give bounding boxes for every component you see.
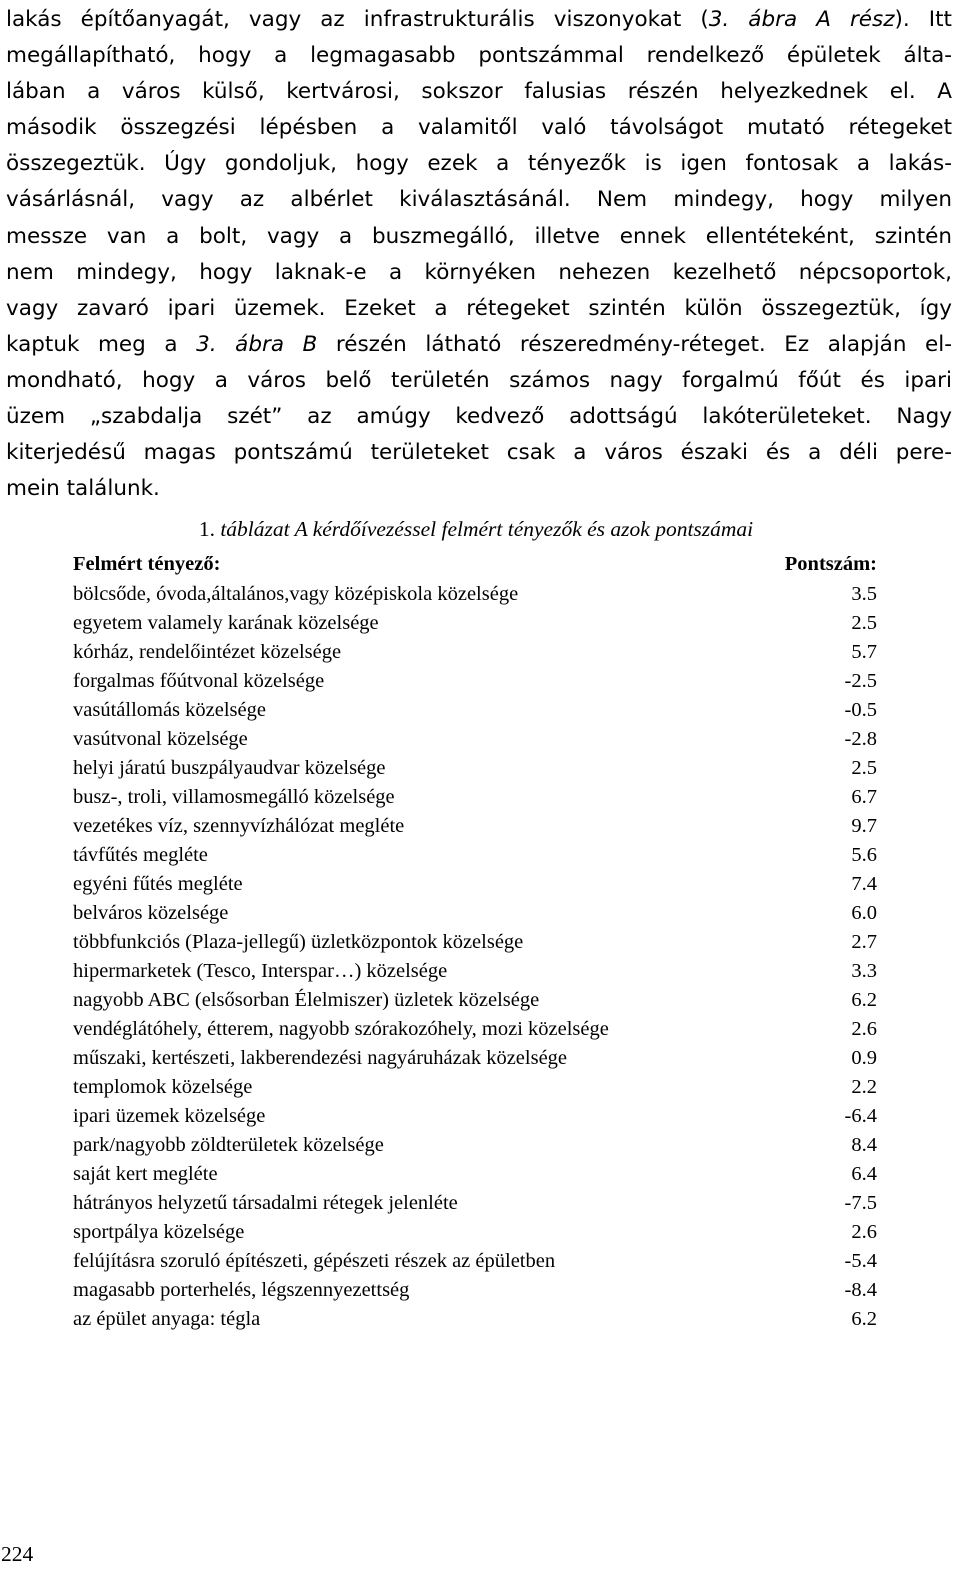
factor-cell: egyéni fűtés megléte [73, 873, 243, 895]
factor-score-table [73, 548, 877, 1334]
table-row [73, 899, 877, 928]
table-row [73, 841, 877, 870]
table-row [73, 1073, 877, 1102]
table-row [73, 928, 877, 957]
factor-cell: sportpálya közelsége [73, 1221, 245, 1243]
paragraph-line [6, 219, 952, 255]
paragraph-line [6, 255, 952, 291]
table-row [73, 1218, 877, 1247]
paragraph-line-text: nem mindegy, hogy laknak-e a környéken nehezen kezelhető népcsoportok, [6, 259, 952, 285]
paragraph-line-text: mondható, hogy a város belő területén számos nagy forgalmú főút és ipari [6, 367, 952, 393]
table-row [73, 638, 877, 667]
score-cell: 2.6 [851, 1018, 877, 1040]
paragraph-line [6, 291, 952, 327]
factor-cell: forgalmas főútvonal közelsége [73, 670, 325, 692]
paragraph-line-text: üzem „szabdalja szét” az amúgy kedvező adottságú lakóterületeket. Nagy [6, 404, 952, 430]
factor-cell: kórház, rendelőintézet közelsége [73, 641, 342, 663]
score-cell: 2.6 [851, 1221, 877, 1243]
score-cell: -6.4 [844, 1105, 877, 1127]
paragraph-line [6, 363, 952, 399]
table-row [73, 870, 877, 899]
paragraph-line [6, 146, 952, 182]
score-cell: -2.5 [844, 670, 877, 692]
table-row [73, 696, 877, 725]
score-cell: 9.7 [851, 815, 877, 837]
score-cell: 6.7 [851, 786, 877, 808]
table-row [73, 754, 877, 783]
score-cell: 5.7 [851, 641, 877, 663]
table-row [73, 1044, 877, 1073]
paragraph-line-text: mein találunk. [6, 476, 160, 502]
score-cell: 3.5 [851, 583, 877, 605]
paragraph-figure-reference: 3. ábra A rész [708, 7, 895, 32]
score-cell: 3.3 [851, 960, 877, 982]
paragraph-line [6, 2, 952, 38]
paragraph-line [6, 327, 952, 363]
factor-cell: vezetékes víz, szennyvízhálózat megléte [73, 815, 405, 837]
factor-cell: templomok közelsége [73, 1076, 253, 1098]
paragraph-line-text: második összegzési lépésben a valamitől való távolságot mutató rétegeket [6, 115, 952, 141]
paragraph-line [6, 38, 952, 74]
factor-cell: park/nagyobb zöldterületek közelsége [73, 1134, 384, 1156]
table-row [73, 783, 877, 812]
score-cell: 7.4 [851, 873, 877, 895]
table-row [73, 1160, 877, 1189]
paragraph-line [6, 435, 952, 471]
table-caption-number: 1. [198, 517, 215, 541]
factor-cell: bölcsőde, óvoda,általános,vagy középiskola közelsége [73, 583, 519, 605]
factor-cell: egyetem valamely karának közelsége [73, 612, 379, 634]
score-cell: -2.8 [844, 728, 877, 750]
paragraph-line-text: lakás építőanyagát, vagy az infrastrukturális viszonyokat ( [6, 7, 709, 32]
factor-cell: többfunkciós (Plaza-jellegű) üzletközpontok közelsége [73, 931, 524, 953]
score-cell: -0.5 [844, 699, 877, 721]
table-row [73, 1276, 877, 1305]
score-cell: 6.2 [851, 1308, 877, 1330]
table-caption [120, 516, 832, 542]
table-caption-text: táblázat A kérdőívezéssel felmért tényezők és azok pontszámai [220, 517, 754, 541]
table-row [73, 1102, 877, 1131]
paragraph-line-text: kaptuk meg a [6, 331, 197, 357]
paragraph-line-text: megállapítható, hogy a legmagasabb pontszámmal rendelkező épületek álta- [6, 43, 952, 69]
factor-cell: saját kert megléte [73, 1163, 218, 1185]
table-row [73, 667, 877, 696]
paragraph-line-text: vásárlásnál, vagy az albérlet kiválasztásánál. Nem mindegy, hogy milyen [6, 187, 952, 213]
paragraph-line [6, 182, 952, 218]
factor-cell: hipermarketek (Tesco, Interspar…) közelsége [73, 960, 448, 982]
score-cell: 2.5 [851, 757, 877, 779]
factor-cell: belváros közelsége [73, 902, 229, 924]
factor-cell: helyi járatú buszpályaudvar közelsége [73, 757, 386, 779]
table-header-row [73, 548, 877, 580]
factor-cell: vasútvonal közelsége [73, 728, 248, 750]
table-row [73, 609, 877, 638]
factor-cell: felújításra szoruló építészeti, gépészeti részek az épületben [73, 1250, 556, 1272]
table-row [73, 1189, 877, 1218]
table-row [73, 1247, 877, 1276]
paragraph-line [6, 471, 952, 507]
score-cell: -8.4 [844, 1279, 877, 1301]
paragraph-line-text: vagy zavaró ipari üzemek. Ezeket a rétegeket szintén külön összegeztük, így [6, 295, 952, 321]
score-cell: -5.4 [844, 1250, 877, 1272]
score-cell: -7.5 [844, 1192, 877, 1214]
paragraph-line [6, 399, 952, 435]
factor-cell: az épület anyaga: tégla [73, 1308, 261, 1330]
paragraph-figure-reference: 3. ábra B [196, 331, 318, 357]
paragraph-line [6, 74, 952, 110]
paragraph-line-text: ). Itt [894, 7, 952, 32]
score-cell: 2.2 [851, 1076, 877, 1098]
factor-cell: ipari üzemek közelsége [73, 1105, 266, 1127]
table-row [73, 1131, 877, 1160]
factor-cell: hátrányos helyzetű társadalmi rétegek jelenléte [73, 1192, 458, 1214]
score-cell: 6.0 [851, 902, 877, 924]
factor-cell: vasútállomás közelsége [73, 699, 266, 721]
paragraph-line-text: összegeztük. Úgy gondoljuk, hogy ezek a tényezők is igen fontosak a lakás- [6, 151, 952, 177]
table-row [73, 725, 877, 754]
page-number: 224 [1, 1542, 34, 1566]
paragraph-line-text: kiterjedésű magas pontszámú területeket csak a város északi és a déli pere- [6, 440, 952, 466]
table-row [73, 986, 877, 1015]
factor-cell: magasabb porterhelés, légszennyezettség [73, 1279, 410, 1301]
header-score: Pontszám: [784, 553, 877, 575]
score-cell: 0.9 [851, 1047, 877, 1069]
factor-cell: busz-, troli, villamosmegálló közelsége [73, 786, 395, 808]
table-row [73, 1015, 877, 1044]
score-cell: 5.6 [851, 844, 877, 866]
score-cell: 6.4 [851, 1163, 877, 1185]
factor-cell: műszaki, kertészeti, lakberendezési nagyáruházak közelsége [73, 1047, 568, 1069]
body-paragraph [6, 2, 952, 507]
factor-cell: vendéglátóhely, étterem, nagyobb szórakozóhely, mozi közelsége [73, 1018, 609, 1040]
factor-cell: nagyobb ABC (elsősorban Élelmiszer) üzletek közelsége [73, 989, 540, 1011]
paragraph-line-text: lában a város külső, kertvárosi, sokszor falusias részén helyezkednek el. A [6, 79, 952, 105]
table-row [73, 1305, 877, 1334]
paragraph-line-text: messze van a bolt, vagy a buszmegálló, illetve ennek ellentéteként, szintén [6, 223, 952, 249]
table-row [73, 580, 877, 609]
header-factor: Felmért tényező: [73, 553, 221, 575]
score-cell: 6.2 [851, 989, 877, 1011]
score-cell: 2.5 [851, 612, 877, 634]
table-row [73, 957, 877, 986]
score-cell: 8.4 [851, 1134, 877, 1156]
paragraph-line-text: részén látható részeredmény-réteget. Ez alapján el- [317, 331, 952, 357]
score-cell: 2.7 [851, 931, 877, 953]
paragraph-line [6, 110, 952, 146]
table-row [73, 812, 877, 841]
factor-cell: távfűtés megléte [73, 844, 208, 866]
